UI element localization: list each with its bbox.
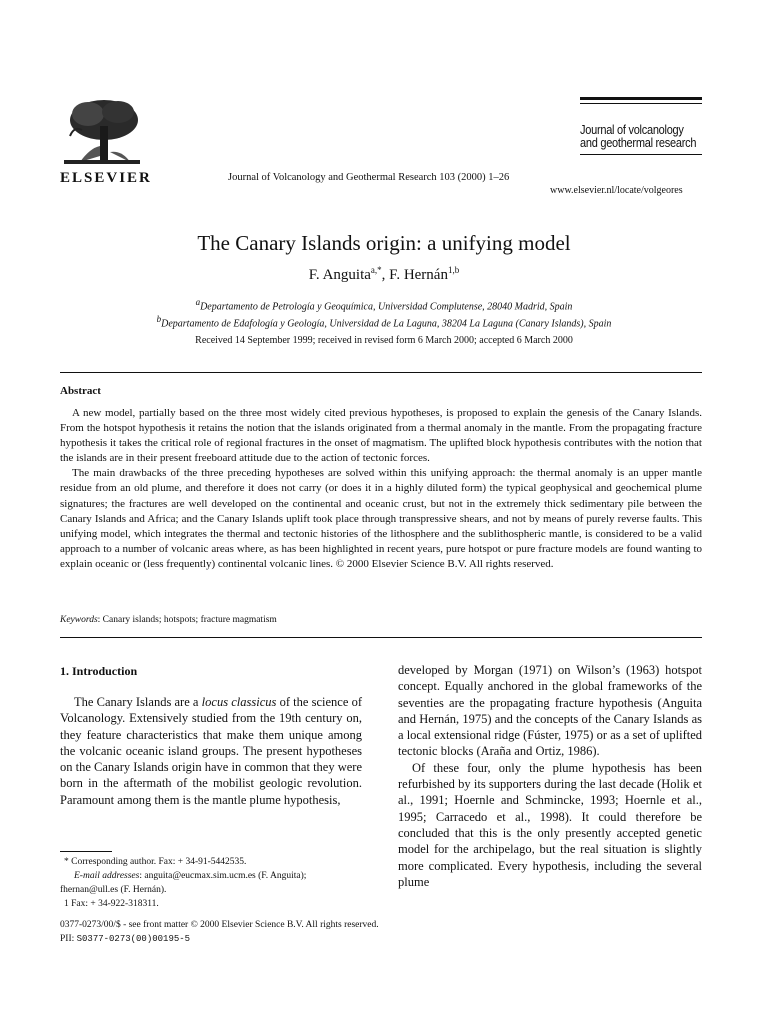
publisher-name: ELSEVIER [60,170,152,186]
keywords-text: : Canary islands; hotspots; fracture magmatism [97,615,277,625]
abstract-body [60,406,702,572]
journal-name [580,124,703,150]
footnote-rule [60,851,112,852]
affiliation-b [0,314,768,329]
email-label: E-mail addresses [74,871,140,881]
journal-rule [580,103,702,104]
author-name: F. Anguita [308,267,371,283]
author-marks: a,* [370,265,382,275]
abstract-paragraph: The main drawbacks of the three preceding hypotheses are solved within this unifying approach: the thermal anomaly is an upper mantle residue from an old plume, and therefore it does not carry (or does it in a highly diluted form) the typical geophysical and geochemical plume signatures; the fractures are well developed on the continental and oceanic crust, but not in the extremely thick sedimentary pile between the Canary Islands and Africa; and the Canary Islands uplift took place through transpressive shears, and not by means of purely reverse faults. This unifying model, which integrates the thermal and tectonic histories of the lithosphere and the sublithospheric mantle, is considered to be a valid approach to a number of volcanic areas where, as has been highlighted in recent years, pure hotspot or pure fracture models are found wanting to explain oceanic or (less frequently) continental volcanic lines. © 2000 Elsevier Science B.V. All rights reserved. [60,467,702,570]
footnote-email-line2: fhernan@ull.es (F. Hernán). [60,885,167,895]
pii-label: PII: [60,934,77,944]
footnote-email [60,869,364,883]
journal-rule [580,97,702,100]
section-heading: 1. Introduction [60,664,138,678]
author-name: , F. Hernán [381,267,448,283]
journal-rule [580,154,702,155]
journal-url-link[interactable]: www.elsevier.nl/locate/volgeores [550,185,683,196]
body-paragraph: developed by Morgan (1971) on Wilson’s (1963) hotspot concept. Equally anchored in the global frameworks of the seventies are the propagating fracture hypothesis (Anguita and Hernán, 1975) and the concepts of the Canary Islands as a local extensional ridge (Fúster, 1975) or as a set of uplifted tectonic blocks (Araña and Ortiz, 1986). [398,663,702,759]
article-title: The Canary Islands origin: a unifying model [197,231,571,255]
footnotes [60,855,364,911]
journal-citation: Journal of Volcanology and Geothermal Research 103 (2000) 1–26 [228,172,510,183]
received-dates: Received 14 September 1999; received in revised form 6 March 2000; accepted 6 March 2000 [195,335,573,346]
author-list [0,265,768,284]
affiliation-text: Departamento de Petrología y Geoquímica, Universidad Complutense, 28040 Madrid, Spain [200,301,573,313]
body-text: The Canary Islands are a [74,695,202,709]
keywords-label: Keywords [60,615,98,625]
email-text: : anguita@eucmax.sim.ucm.es (F. Anguita); [139,871,307,881]
body-paragraph [60,694,362,808]
journal-name-line1: Journal of volcanology [580,123,684,137]
author-marks: 1,b [447,265,460,275]
body-italic: locus classicus [201,695,277,709]
pii-value: S0377-0273(00)00195-5 [76,934,191,944]
body-text: of the science of Volcanology. Extensively studied from the 19th century on, they feature characteristics that make them unique among the volcanic oceanic island groups. The present hypotheses on the Canary Islands origin have in common that they were born in the aftermath of the mobilist geologic revolution. Paramount among them is the mantle plume hypothesis, [60,695,363,807]
issn-line: 0377-0273/00/$ - see front matter © 2000 Elsevier Science B.V. All rights reserved. [60,920,379,930]
abstract-paragraph: A new model, partially based on the three most widely cited previous hypotheses, is proposed to explain the genesis of the Canary Islands. From the hotspot hypothesis it retains the notion that the islands originated from a thermal anomaly in the mantle. From the propagating fracture hypothesis it takes the critical role of regional fractures in the onset of magmatism. The uplifted block hypothesis contributes with the notion that the islands are in their present freeboard attitude due to the action of tectonic forces. [60,407,702,465]
footnote-corresponding: * Corresponding author. Fax: + 34-91-5442535. [64,857,247,867]
affiliation-mark: b [156,314,162,324]
abstract-heading: Abstract [60,385,101,397]
body-paragraph: Of these four, only the plume hypothesis has been refurbished by its supporters during the last decade (Holik et al., 1991; Hoernle and Schmincke, 1993; Hoernle et al., 1995; Carracedo et al., 1998). It could therefore be concluded that this is the only presently accepted genetic model for the archipelago, but the real situation is slightly more complicated. Every hypothesis, including the several plume [398,760,702,889]
divider [60,637,702,638]
elsevier-tree-logo-icon [60,96,144,168]
divider [60,372,702,373]
pii-line [60,932,379,946]
right-column [398,662,702,890]
journal-name-line2: and geothermal research [580,136,697,150]
left-column [60,694,362,808]
keywords [60,615,277,625]
front-matter [60,918,379,946]
affiliation-a [0,297,768,312]
affiliation-text: Departamento de Edafología y Geología, Universidad de La Laguna, 38204 La Laguna (Canary Islands), Spain [161,318,612,330]
affiliation-mark: a [195,297,201,307]
footnote-fax: 1 Fax: + 34-922-318311. [64,899,159,909]
